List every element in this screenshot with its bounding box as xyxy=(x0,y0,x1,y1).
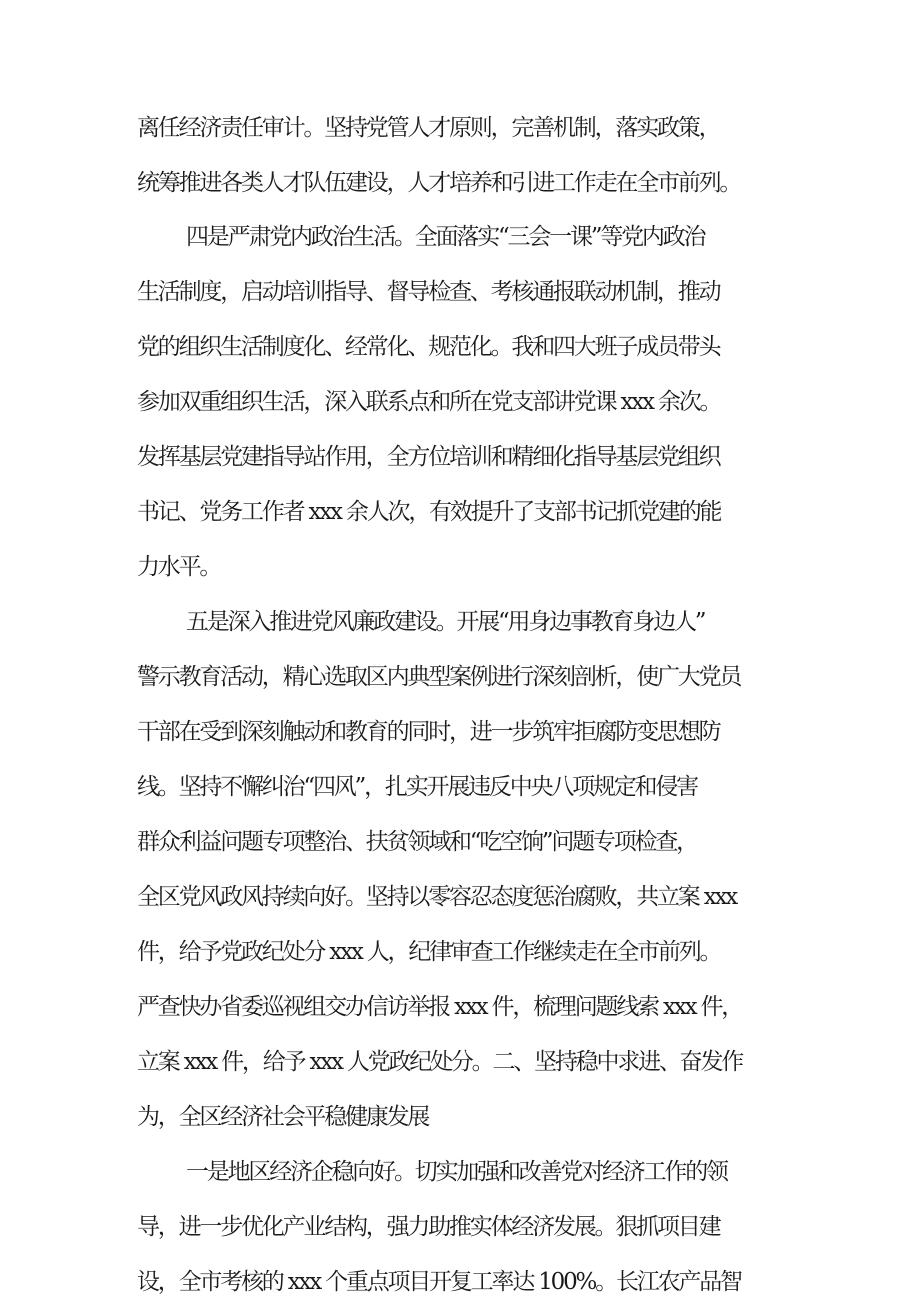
text-line: 全区党风政风持续向好。坚持以零容忍态度惩治腐败，共立案 xxx xyxy=(137,884,737,910)
text-line: 生活制度，启动培训指导、督导检查、考核通报联动机制，推动 xyxy=(137,279,720,305)
paragraph-start-line: 五是深入推进党风廉政建设。开展“用身边事教育身边人” xyxy=(186,609,705,635)
text-line: 党的组织生活制度化、经常化、规范化。我和四大班子成员带头 xyxy=(137,334,720,360)
text-line: 件，给予党政纪处分 xxx 人，纪律审查工作继续走在全市前列。 xyxy=(137,939,721,965)
text-line: 为，全区经济社会平稳健康发展 xyxy=(137,1104,429,1130)
paragraph-start-line: 四是严肃党内政治生活。全面落实“三会一课”等党内政治 xyxy=(186,224,705,250)
text-line: 统筹推进各类人才队伍建设，人才培养和引进工作走在全市前列。 xyxy=(137,170,741,196)
text-line: 干部在受到深刻触动和教育的同时，进一步筑牢拒腐防变思想防 xyxy=(137,719,720,745)
text-line: 力水平。 xyxy=(137,554,221,580)
text-line: 群众利益问题专项整治、扶贫领域和“吃空饷”问题专项检查， xyxy=(137,829,697,855)
text-line: 设，全市考核的 xxx 个重点项目开复工率达 100%。长江农产品智 xyxy=(137,1269,741,1295)
text-line: 严查快办省委巡视组交办信访举报 xxx 件，梳理问题线索 xxx 件， xyxy=(137,994,743,1020)
text-line: 立案 xxx 件，给予 xxx 人党政纪处分。二、坚持稳中求进、奋发作 xyxy=(137,1049,743,1075)
text-line: 线。坚持不懈纠治“四风”，扎实开展违反中央八项规定和侵害 xyxy=(137,774,697,800)
text-line: 发挥基层党建指导站作用，全方位培训和精细化指导基层党组织 xyxy=(137,444,720,470)
text-line: 参加双重组织生活，深入联系点和所在党支部讲党课 xxx 余次。 xyxy=(137,389,721,415)
text-line: 警示教育活动，精心选取区内典型案例进行深刻剖析，使广大党员 xyxy=(137,664,741,690)
paragraph-start-line: 一是地区经济企稳向好。切实加强和改善党对经济工作的领 xyxy=(186,1159,727,1185)
text-line: 书记、党务工作者 xxx 余人次，有效提升了支部书记抓党建的能 xyxy=(137,499,721,525)
text-line: 导，进一步优化产业结构，强力助推实体经济发展。狠抓项目建 xyxy=(137,1214,720,1240)
text-line: 离任经济责任审计。坚持党管人才原则，完善机制，落实政策， xyxy=(137,115,720,141)
